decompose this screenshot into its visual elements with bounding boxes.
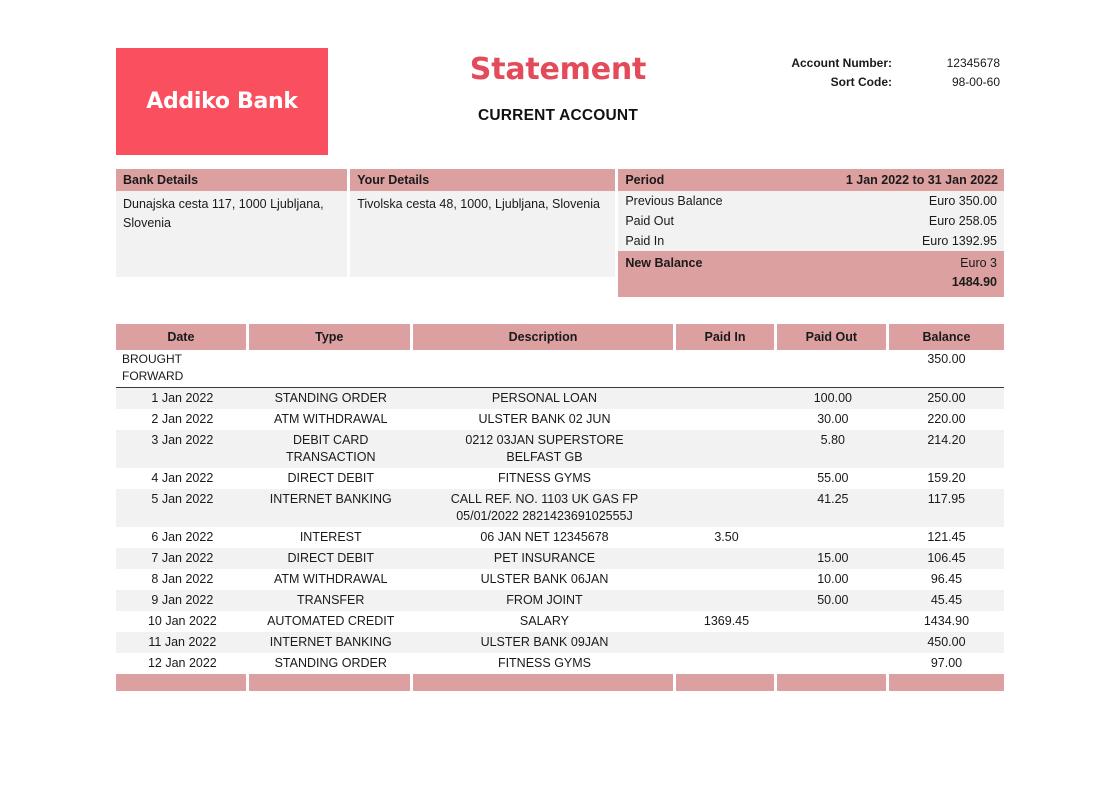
- cell-type: STANDING ORDER: [249, 388, 413, 409]
- table-row: [116, 527, 1004, 548]
- bank-details-address: Dunajska cesta 117, 1000 Ljubljana, Slovenia: [116, 191, 347, 277]
- cell-paid-in: [676, 653, 777, 674]
- table-row: [116, 569, 1004, 590]
- footer-cell-type: [249, 674, 413, 691]
- cell-description: ULSTER BANK 06JAN: [413, 569, 676, 590]
- cell-paid-out: 10.00: [777, 569, 889, 590]
- cell-description: FITNESS GYMS: [413, 468, 676, 489]
- cell-paid-in: 3.50: [676, 527, 777, 548]
- cell-type: DIRECT DEBIT: [249, 468, 413, 489]
- column-header-paid-in: Paid In: [676, 324, 777, 350]
- bank-logo: [116, 48, 328, 155]
- brought-forward-row: [116, 350, 1004, 388]
- footer-cell-description: [413, 674, 676, 691]
- account-number-value: 12345678: [946, 56, 1000, 70]
- brought-forward-desc: [413, 350, 676, 388]
- cell-type-line1: DEBIT CARD: [292, 433, 369, 447]
- cell-balance: 1434.90: [889, 611, 1004, 632]
- summary-value: Euro 350.00: [928, 194, 997, 208]
- column-header-paid-out: Paid Out: [777, 324, 889, 350]
- footer-cell-balance: [889, 674, 1004, 691]
- details-section: [116, 169, 1004, 297]
- table-row: [116, 653, 1004, 674]
- cell-balance: 117.95: [889, 489, 1004, 527]
- cell-type: INTERNET BANKING: [249, 632, 413, 653]
- cell-description: [413, 489, 676, 527]
- brought-forward-paid-in: [676, 350, 777, 388]
- summary-line-paid-in: [618, 231, 1004, 251]
- table-row: [116, 632, 1004, 653]
- cell-paid-in: [676, 569, 777, 590]
- bank-logo-text: Addiko Bank: [146, 89, 298, 114]
- bank-details-heading-label: Bank Details: [123, 173, 199, 187]
- transactions-section: [116, 324, 1004, 691]
- cell-description: ULSTER BANK 02 JUN: [413, 409, 676, 430]
- summary-label: Previous Balance: [625, 194, 723, 208]
- sort-code-value: 98-00-60: [951, 75, 1000, 89]
- table-row: [116, 548, 1004, 569]
- period-range: 1 Jan 2022 to 31 Jan 2022: [845, 173, 998, 187]
- cell-balance: 159.20: [889, 468, 1004, 489]
- account-number-label: Account Number:: [791, 56, 892, 70]
- cell-type: STANDING ORDER: [249, 653, 413, 674]
- footer-cell-paid-out: [777, 674, 889, 691]
- transactions-body: [116, 350, 1004, 691]
- brought-forward-type: [249, 350, 413, 388]
- summary-line-previous-balance: [618, 191, 1004, 211]
- footer-cell-paid-in: [676, 674, 777, 691]
- cell-paid-out: 100.00: [777, 388, 889, 409]
- page-header: [0, 0, 1119, 160]
- cell-date: 6 Jan 2022: [116, 527, 249, 548]
- cell-paid-in: [676, 409, 777, 430]
- table-row: [116, 388, 1004, 409]
- cell-balance: 45.45: [889, 590, 1004, 611]
- cell-paid-in: [676, 468, 777, 489]
- cell-date: 12 Jan 2022: [116, 653, 249, 674]
- your-details-heading: [350, 169, 615, 191]
- table-row: [116, 468, 1004, 489]
- bank-details-heading: [116, 169, 347, 191]
- brought-forward-balance: 350.00: [889, 350, 1004, 388]
- cell-paid-out: 41.25: [777, 489, 889, 527]
- table-header-row: [116, 324, 1004, 350]
- your-details-address: Tivolska cesta 48, 1000, Ljubljana, Slovenia: [350, 191, 615, 277]
- cell-balance: 220.00: [889, 409, 1004, 430]
- cell-balance: 97.00: [889, 653, 1004, 674]
- period-heading: [618, 169, 1004, 191]
- cell-paid-out: [777, 653, 889, 674]
- title-block: [380, 52, 736, 125]
- new-balance-value-line1: Euro 3: [960, 256, 997, 270]
- cell-balance: 250.00: [889, 388, 1004, 409]
- bank-details-box: [116, 169, 347, 297]
- cell-date: 3 Jan 2022: [116, 430, 249, 468]
- account-number-row: [700, 54, 1000, 73]
- cell-paid-in: 1369.45: [676, 611, 777, 632]
- brought-forward-paid-out: [777, 350, 889, 388]
- cell-date: 11 Jan 2022: [116, 632, 249, 653]
- sort-code-row: [700, 73, 1000, 92]
- cell-description: SALARY: [413, 611, 676, 632]
- summary-label: Paid In: [625, 234, 665, 248]
- cell-paid-in: [676, 430, 777, 468]
- cell-description: PERSONAL LOAN: [413, 388, 676, 409]
- cell-type: ATM WITHDRAWAL: [249, 569, 413, 590]
- summary-label: Paid Out: [625, 214, 674, 228]
- cell-date: 9 Jan 2022: [116, 590, 249, 611]
- table-row: [116, 430, 1004, 468]
- table-row: [116, 611, 1004, 632]
- cell-type: INTEREST: [249, 527, 413, 548]
- cell-balance: 106.45: [889, 548, 1004, 569]
- cell-paid-in: [676, 590, 777, 611]
- cell-balance: 96.45: [889, 569, 1004, 590]
- cell-type: TRANSFER: [249, 590, 413, 611]
- cell-type: [249, 430, 413, 468]
- cell-type: AUTOMATED CREDIT: [249, 611, 413, 632]
- transactions-table: [116, 324, 1004, 691]
- cell-type-line2: TRANSACTION: [285, 450, 376, 464]
- account-type-label: CURRENT ACCOUNT: [478, 107, 638, 124]
- cell-date: 2 Jan 2022: [116, 409, 249, 430]
- new-balance-label: New Balance: [625, 256, 703, 270]
- column-header-type: Type: [249, 324, 413, 350]
- your-details-heading-label: Your Details: [357, 173, 430, 187]
- cell-date: 4 Jan 2022: [116, 468, 249, 489]
- cell-description: FROM JOINT: [413, 590, 676, 611]
- account-meta: [700, 54, 1000, 92]
- cell-paid-out: [777, 632, 889, 653]
- column-header-description: Description: [413, 324, 676, 350]
- cell-balance: 121.45: [889, 527, 1004, 548]
- cell-paid-out: 50.00: [777, 590, 889, 611]
- cell-description-line1: CALL REF. NO. 1103 UK GAS FP: [450, 492, 639, 506]
- cell-date: 5 Jan 2022: [116, 489, 249, 527]
- new-balance-value-line2: 1484.90: [951, 275, 997, 289]
- cell-description-line1: 0212 03JAN SUPERSTORE: [465, 433, 624, 447]
- cell-date: 1 Jan 2022: [116, 388, 249, 409]
- cell-paid-in: [676, 548, 777, 569]
- cell-balance: 450.00: [889, 632, 1004, 653]
- cell-balance: 214.20: [889, 430, 1004, 468]
- your-details-box: [350, 169, 615, 297]
- table-row: [116, 590, 1004, 611]
- page-title: Statement: [469, 52, 647, 87]
- footer-cell-date: [116, 674, 249, 691]
- sort-code-label: Sort Code:: [830, 75, 892, 89]
- cell-paid-out: [777, 527, 889, 548]
- table-row: [116, 409, 1004, 430]
- cell-date: 7 Jan 2022: [116, 548, 249, 569]
- summary-line-paid-out: [618, 211, 1004, 231]
- new-balance-row: [618, 251, 1004, 297]
- cell-paid-out: 55.00: [777, 468, 889, 489]
- cell-paid-out: 30.00: [777, 409, 889, 430]
- period-summary-box: [618, 169, 1004, 297]
- cell-description: [413, 430, 676, 468]
- summary-value: Euro 1392.95: [921, 234, 997, 248]
- period-heading-label: Period: [625, 173, 665, 187]
- cell-paid-out: [777, 611, 889, 632]
- cell-description: PET INSURANCE: [413, 548, 676, 569]
- cell-paid-out: 15.00: [777, 548, 889, 569]
- cell-description-line2: BELFAST GB: [506, 450, 583, 464]
- cell-type: ATM WITHDRAWAL: [249, 409, 413, 430]
- cell-paid-in: [676, 388, 777, 409]
- table-footer-row: [116, 674, 1004, 691]
- column-header-balance: Balance: [889, 324, 1004, 350]
- brought-forward-label: BROUGHT FORWARD: [116, 350, 249, 388]
- cell-description: 06 JAN NET 12345678: [413, 527, 676, 548]
- cell-description: ULSTER BANK 09JAN: [413, 632, 676, 653]
- cell-description-line2: 05/01/2022 282142369102555J: [456, 509, 633, 523]
- column-header-date: Date: [116, 324, 249, 350]
- cell-paid-in: [676, 632, 777, 653]
- cell-date: 8 Jan 2022: [116, 569, 249, 590]
- cell-date: 10 Jan 2022: [116, 611, 249, 632]
- cell-type: DIRECT DEBIT: [249, 548, 413, 569]
- cell-type: INTERNET BANKING: [249, 489, 413, 527]
- cell-description: FITNESS GYMS: [413, 653, 676, 674]
- cell-paid-in: [676, 489, 777, 527]
- summary-value: Euro 258.05: [928, 214, 997, 228]
- table-row: [116, 489, 1004, 527]
- cell-paid-out: 5.80: [777, 430, 889, 468]
